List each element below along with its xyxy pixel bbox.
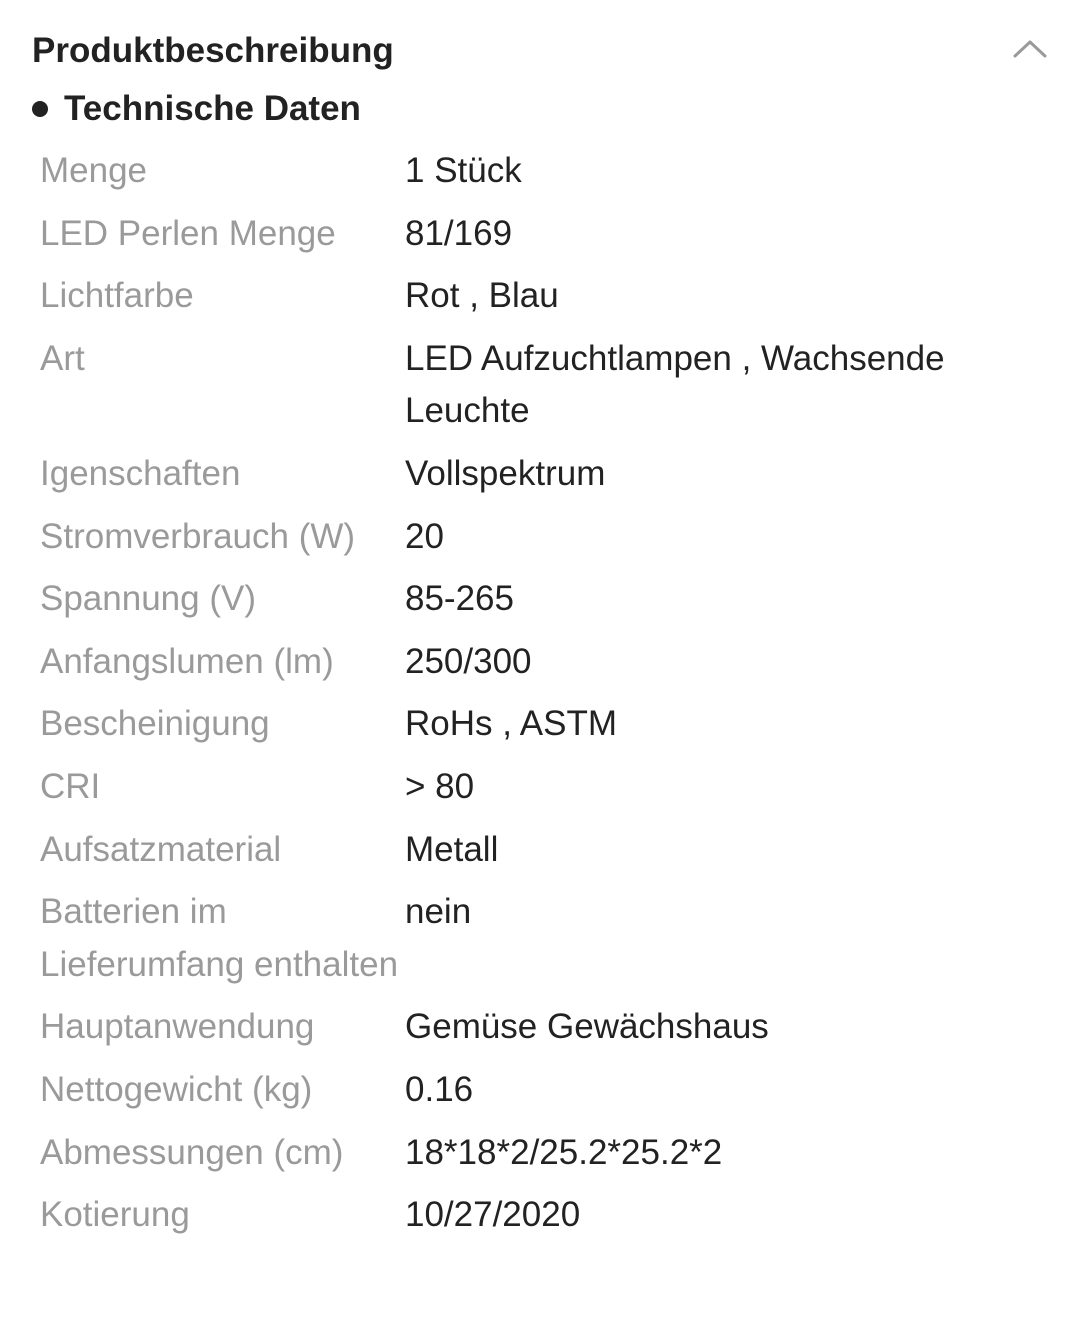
chevron-up-icon[interactable] [1012,34,1048,64]
spec-row [40,996,1040,1059]
section-title: Produktbeschreibung [32,31,394,70]
spec-value: Vollspektrum [405,453,606,493]
spec-label: Menge [40,151,148,190]
spec-label: Batterien im Lieferumfang enthalten [40,892,399,984]
spec-row [40,756,1040,819]
spec-label: Nettogewicht (kg) [40,1069,313,1109]
spec-row [40,1122,1040,1185]
spec-row [40,203,1040,266]
spec-value: 10/27/2020 [405,1195,581,1235]
spec-row [40,631,1040,694]
spec-label: Bescheinigung [40,704,270,744]
spec-value: LED Aufzuchtlampen , Wachsende Leuchte [405,338,945,431]
spec-value: 1 Stück [405,151,522,190]
spec-row [40,819,1040,882]
spec-value: 85-265 [405,579,514,619]
spec-label: Aufsatzmaterial [40,829,282,869]
spec-value: 81/169 [405,213,513,253]
spec-label: Hauptanwendung [40,1007,315,1047]
spec-row [40,693,1040,756]
spec-label: Anfangslumen (lm) [40,641,334,681]
spec-row [40,265,1040,328]
spec-value: 0.16 [405,1069,474,1109]
spec-row [40,443,1040,506]
spec-value: RoHs , ASTM [405,704,617,744]
section-header[interactable] [32,28,1048,74]
spec-value: Metall [405,829,499,869]
spec-label: Abmessungen (cm) [40,1132,344,1172]
spec-value: Rot , Blau [405,276,559,316]
bullet-icon [32,101,48,117]
spec-label: Stromverbrauch (W) [40,516,356,556]
spec-value: 20 [405,516,444,556]
spec-label: Art [40,338,85,378]
spec-row [40,328,1040,443]
spec-label: Kotierung [40,1195,190,1235]
spec-label: LED Perlen Menge [40,213,336,253]
spec-label: Spannung (V) [40,579,256,619]
spec-row [40,506,1040,569]
spec-row [40,1059,1040,1122]
spec-row [40,881,1040,996]
spec-value: 250/300 [405,641,532,681]
subheading-label: Technische Daten [64,89,361,128]
spec-value: nein [405,892,472,932]
spec-value: 18*18*2/25.2*25.2*2 [405,1132,723,1172]
spec-row [40,568,1040,631]
spec-table [40,140,1040,1247]
spec-label: Igenschaften [40,453,241,493]
spec-value: > 80 [405,766,475,806]
spec-row [40,140,1040,203]
spec-label: CRI [40,766,101,806]
spec-label: Lichtfarbe [40,276,194,316]
spec-row [40,1184,1040,1247]
spec-value: Gemüse Gewächshaus [405,1007,769,1047]
